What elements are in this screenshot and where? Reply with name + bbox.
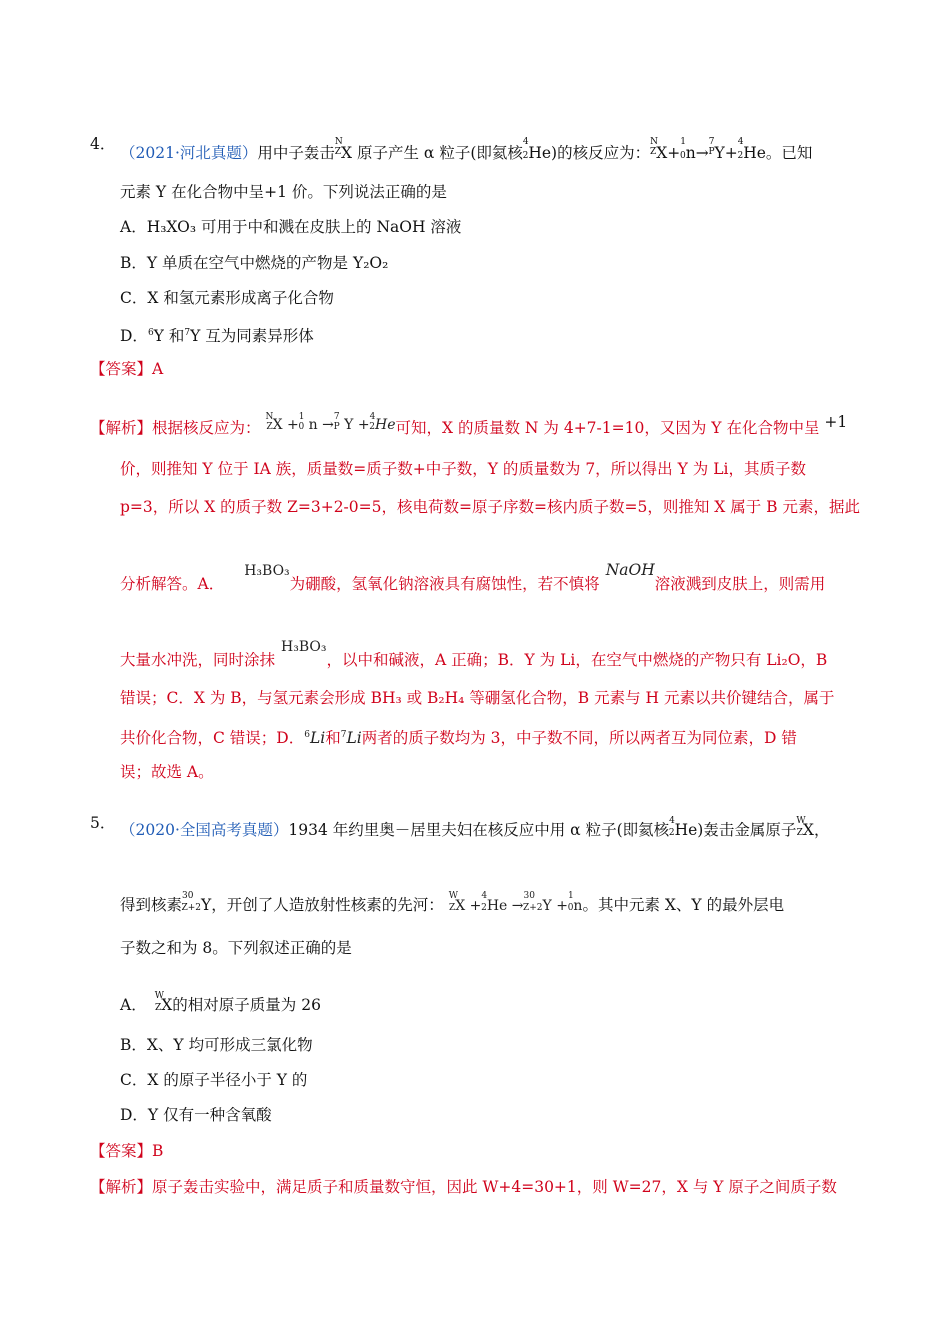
q4-option-d-sup6: 6 bbox=[147, 328, 154, 338]
q5-option-d[interactable]: D．Y 仅有一种含氧酸 bbox=[120, 1106, 272, 1124]
q4-analysis-label: 【解析】 bbox=[90, 419, 153, 437]
q4-analysis-h3bo3-2: H₃BO₃ bbox=[281, 639, 327, 655]
q4-analysis-text-4c: 溶液溅到皮肤上，则需用 bbox=[654, 575, 826, 593]
q4-analysis-text-5b: ，以中和碱液，A 正确；B．Y 为 Li，在空气中燃烧的产物只有 Li₂O，B bbox=[326, 651, 828, 669]
q4-option-c[interactable]: C．X 和氢元素形成离子化合物 bbox=[120, 289, 334, 307]
q4-stem-text-b: X 原子产生 α 粒子(即氦核 bbox=[341, 144, 523, 162]
q4-option-d-text-b: Y 互为同素异形体 bbox=[190, 327, 314, 345]
q4-source[interactable]: （2021·河北真题） bbox=[120, 144, 258, 162]
q5-answer: 【答案】B bbox=[90, 1142, 164, 1160]
q4-analysis-line7 bbox=[120, 725, 797, 748]
q4-analysis-line2: 价，则推知 Y 位于 IA 族，质量数=质子数+中子数，Y 的质量数为 7，所以得出 Y 为 Li，其质子数 bbox=[120, 460, 806, 478]
q4-analysis-line6: 错误；C．X 为 B，与氢元素会形成 BH₃ 或 B₂H₄ 等硼氢化合物，B 元素与 H 元素以共价键结合，属于 bbox=[120, 689, 835, 707]
q5-stem-text-c: )轰击金属原子 bbox=[697, 821, 797, 839]
q4-analysis-plus1: +1 bbox=[824, 413, 848, 431]
q5-reaction: $^W$ZX +$^4$2He →$^{30}$Z+2Y +$^1$0n bbox=[448, 891, 583, 914]
q4-analysis-text-4b: 为硼酸，氢氧化钠溶液具有腐蚀性，若不慎将 bbox=[289, 575, 600, 593]
q4-option-d[interactable] bbox=[120, 323, 314, 346]
q5-option-b[interactable]: B．X、Y 均可形成三氯化物 bbox=[120, 1036, 313, 1054]
q4-number: 4． bbox=[90, 135, 116, 153]
q5-stem-he: He bbox=[674, 821, 698, 839]
q4-analysis-line4 bbox=[120, 560, 825, 594]
q4-stem-text-f: Y+ bbox=[714, 144, 738, 162]
q4-stem-line1: （2021·河北真题）用中子轰击$^{NZ}$X 原子产生 α 粒子(即氦核$^4$2He)的核反应为：$^{NZ}$X+$^1$0n→$^{7P}$Y+$^4$2He。已知 bbox=[120, 137, 813, 162]
q4-stem-text-d: X+ bbox=[656, 144, 681, 162]
q5-line2-y: Y bbox=[201, 896, 212, 914]
q4-analysis-text-4a: 分析解答。A． bbox=[120, 575, 225, 593]
q5-option-c[interactable]: C．X 的原子半径小于 Y 的 bbox=[120, 1071, 308, 1089]
q5-stem-comma: ， bbox=[813, 821, 830, 839]
q5-source[interactable]: （2020·全国高考真题） bbox=[120, 821, 289, 839]
q4-stem-line2: 元素 Y 在化合物中呈+1 价。下列说法正确的是 bbox=[120, 183, 447, 201]
q4-stem-text-g: He。已知 bbox=[743, 144, 813, 162]
q4-analysis-text-7a: 共价化合物，C 错误；D． bbox=[120, 729, 305, 747]
q4-analysis-li7: $^7$Li bbox=[340, 729, 362, 747]
q4-analysis-li6: $^6$Li bbox=[304, 729, 326, 747]
q4-analysis-h3bo3: H₃BO₃ bbox=[244, 563, 290, 579]
q4-analysis-reaction: $^N$ZX +$^1$0 n →$^7$P Y +$^4$2He bbox=[265, 412, 396, 433]
q4-analysis-text-7b: 和 bbox=[325, 729, 341, 747]
q4-analysis-text-1a: 根据核反应为： bbox=[152, 419, 261, 437]
q4-answer: 【答案】A bbox=[90, 360, 164, 378]
q5-option-a[interactable]: A． $^W$ZX的相对原子质量为 26 bbox=[120, 991, 321, 1014]
q4-option-a[interactable]: A．H₃XO₃ 可用于中和溅在皮肤上的 NaOH 溶液 bbox=[120, 218, 462, 236]
q4-analysis-text-7c: 两者的质子数均为 3，中子数不同，所以两者互为同位素，D 错 bbox=[361, 729, 797, 747]
q4-analysis-naoh: NaOH bbox=[605, 561, 655, 579]
q5-line2-text-c: ，开创了人造放射性核素的先河： bbox=[211, 896, 444, 914]
q4-analysis-line8: 误；故选 A。 bbox=[120, 763, 214, 781]
q5-option-a-text: 的相对原子质量为 26 bbox=[172, 996, 321, 1014]
q5-line2-text-a: 得到核素 bbox=[120, 896, 183, 914]
q4-analysis-text-5a: 大量水冲洗，同时涂抹 bbox=[120, 651, 276, 669]
q5-analysis-text-1: 原子轰击实验中，满足质子和质量数守恒，因此 W+4=30+1，则 W=27，X 与 Y 原子之间质子数 bbox=[152, 1178, 837, 1196]
q5-option-a-prefix: A． bbox=[120, 996, 147, 1014]
q4-option-b[interactable]: B．Y 单质在空气中燃烧的产物是 Y₂O₂ bbox=[120, 254, 389, 272]
q5-analysis-label: 【解析】 bbox=[90, 1178, 153, 1196]
q5-stem-line1: （2020·全国高考真题）1934 年约里奥－居里夫妇在核反应中用 α 粒子(即氦核$^4$2He)轰击金属原子$^W$ZX， bbox=[120, 816, 830, 839]
q5-option-a-x: X bbox=[161, 996, 173, 1014]
q4-option-d-text-a: Y 和 bbox=[153, 327, 185, 345]
q5-number: 5． bbox=[90, 814, 116, 832]
q4-analysis-text-1b: 可知，X 的质量数 N 为 4+7-1=10，又因为 Y 在化合物中呈 bbox=[395, 419, 820, 437]
q4-analysis-line1 bbox=[90, 407, 847, 438]
q5-stem-x: X bbox=[802, 821, 814, 839]
q4-analysis-line3: p=3，所以 X 的质子数 Z=3+2-0=5，核电荷数=原子序数=核内质子数=5，则推知 X 属于 B 元素，据此 bbox=[120, 498, 860, 516]
q5-stem-text-a: 1934 年约里奥－居里夫妇在核反应中用 α 粒子(即氦核 bbox=[288, 821, 670, 839]
q5-line2-text-d: 。其中元素 X、Y 的最外层电 bbox=[582, 896, 785, 914]
q4-analysis-line5 bbox=[120, 637, 827, 670]
q5-analysis-line1 bbox=[90, 1177, 837, 1197]
q4-option-d-sup7: 7 bbox=[184, 328, 191, 338]
q5-stem-line3: 子数之和为 8。下列叙述正确的是 bbox=[120, 939, 352, 957]
q5-stem-line2: 得到核素$^{30}$Z+2Y，开创了人造放射性核素的先河： $^W$ZX +$^4$2He →$^{30}$Z+2Y +$^1$0n。其中元素 X、Y 的最外层电 bbox=[120, 891, 785, 914]
q4-analysis-he: He bbox=[375, 417, 396, 433]
q4-option-d-prefix: D． bbox=[120, 327, 148, 345]
q4-stem-text-c: He)的核反应为： bbox=[528, 144, 651, 162]
q4-stem-text-e: n→ bbox=[685, 144, 709, 162]
q4-stem-text: 用中子轰击 bbox=[257, 144, 335, 162]
